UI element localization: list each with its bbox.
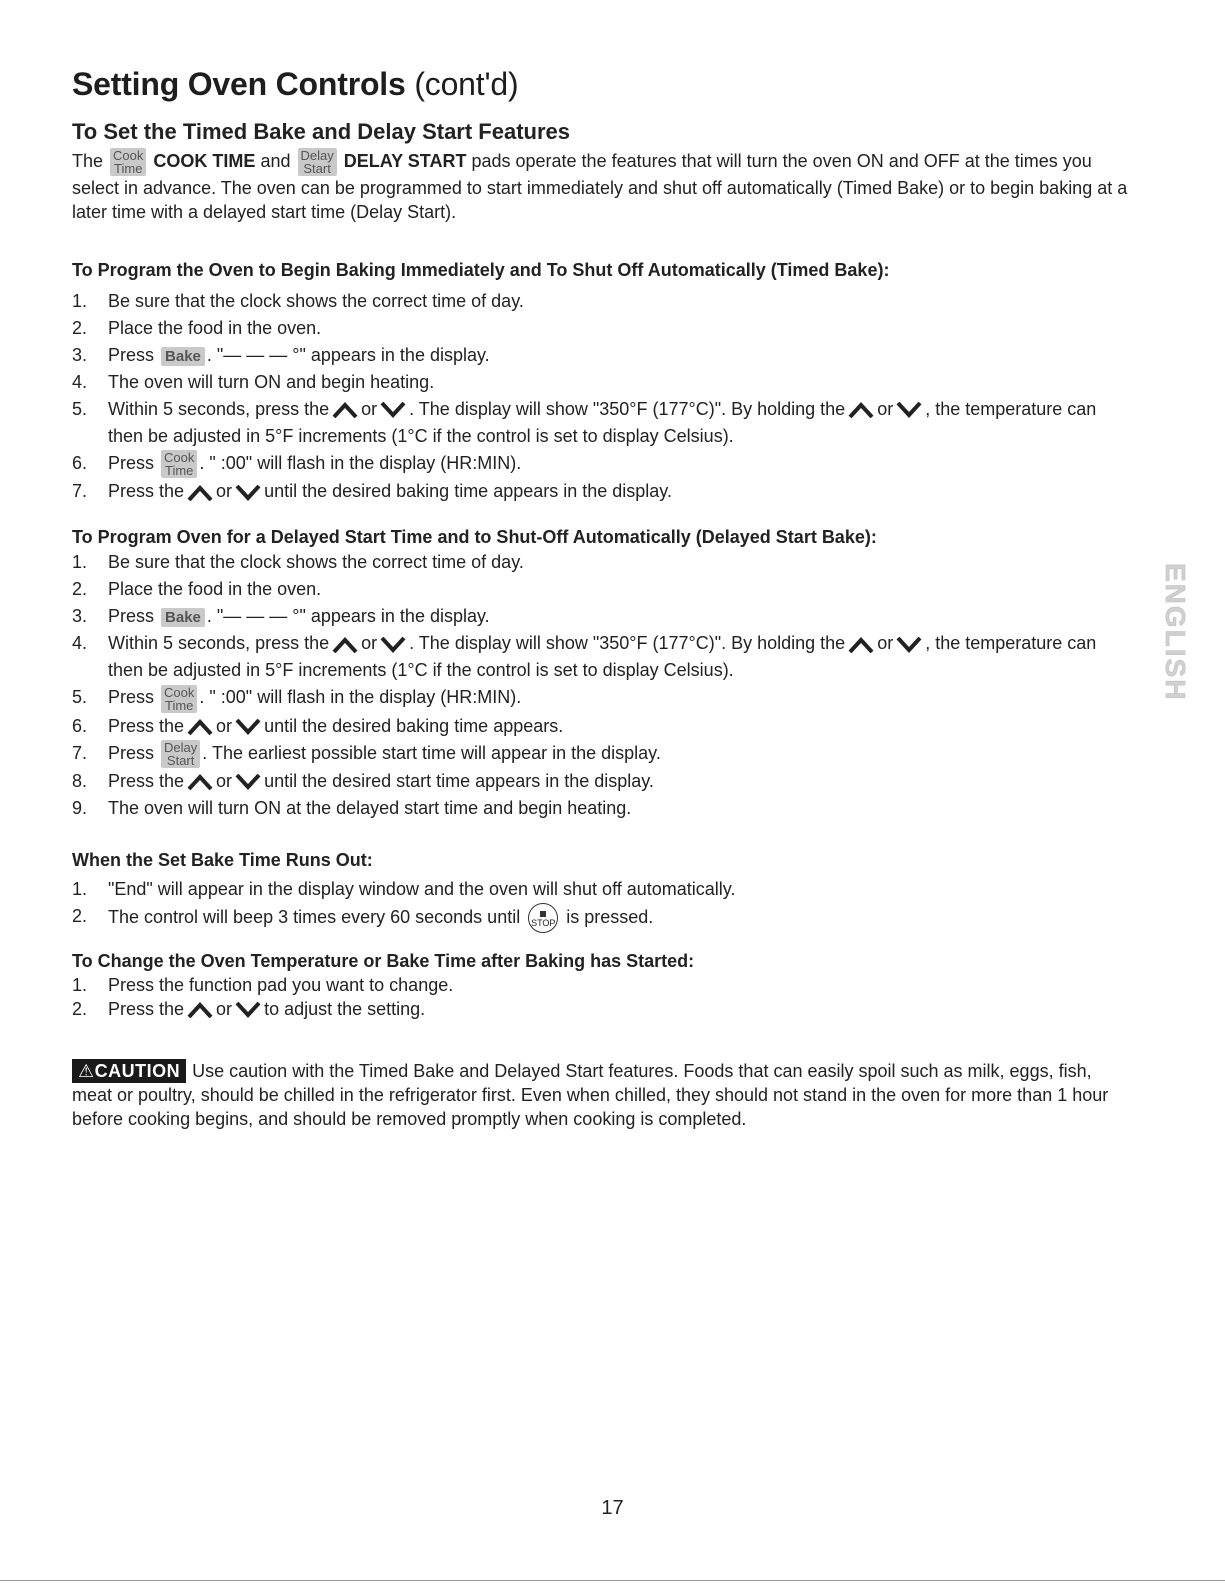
down-arrow-icon xyxy=(896,637,922,653)
list-item: 1. "End" will appear in the display window and the oven will shut off automatically. xyxy=(72,878,736,899)
list-item: 5. Within 5 seconds, press the or . The display will show "350°F (177°C)". By holding the or , the temperature can then be adjusted in 5°F increments (1°C if the control is set to display Celsius). xyxy=(72,399,1097,446)
up-arrow-icon xyxy=(187,1002,213,1018)
stop-icon: STOP xyxy=(528,903,558,933)
down-arrow-icon xyxy=(235,774,261,790)
cook-time-pad-icon: Cook Time xyxy=(161,685,197,713)
list-item: 2. The control will beep 3 times every 60 seconds until STOP is pressed. xyxy=(72,903,1132,933)
page-content xyxy=(72,64,1132,1131)
runs-out-heading: When the Set Bake Time Runs Out: xyxy=(72,849,373,870)
list-item: 6. Press Cook Time . " :00" will flash in the display (HR:MIN). xyxy=(72,450,522,479)
delay-start-pad-icon: Delay Start xyxy=(161,740,200,768)
up-arrow-icon xyxy=(332,402,358,418)
bake-pad-icon: Bake xyxy=(161,608,205,627)
list-item: 4. The oven will turn ON and begin heating. xyxy=(72,372,435,392)
list-item: 7. Press the or until the desired baking time appears in the display. xyxy=(72,481,672,502)
list-item: 5. Press Cook Time . " :00" will flash in the display (HR:MIN). xyxy=(72,684,522,713)
bottom-rule xyxy=(0,1580,1225,1581)
intro-paragraph: The Cook Time COOK TIME and Delay Start DELAY START pads operate the features that will turn the oven ON and OFF at the times you select in advance. The oven can be programmed to start immediately and shut off automatically (Timed Bake) or to begin baking at a later time with a delayed start time (Delay Start). xyxy=(72,148,1128,222)
list-item: 1. Be sure that the clock shows the correct time of day. xyxy=(72,291,524,311)
list-item: 2. Place the food in the oven. xyxy=(72,579,322,600)
down-arrow-icon xyxy=(380,402,406,418)
list-item: 6. Press the or until the desired baking time appears. xyxy=(72,715,564,736)
change-heading: To Change the Oven Temperature or Bake Time after Baking has Started: xyxy=(72,950,695,971)
list-item: 1. Press the function pad you want to change. xyxy=(72,974,454,995)
cook-time-pad-icon: Cook Time xyxy=(110,148,146,176)
change-steps xyxy=(72,973,1132,1021)
bake-pad-icon: Bake xyxy=(161,347,205,366)
delay-start-pad-icon: Delay Start xyxy=(298,148,337,176)
down-arrow-icon xyxy=(235,1002,261,1018)
warning-icon: ⚠ xyxy=(78,1060,95,1081)
up-arrow-icon xyxy=(187,485,213,501)
caution-label: ⚠CAUTION xyxy=(72,1059,186,1083)
list-item: 4. Within 5 seconds, press the or . The display will show "350°F (177°C)". By holding the or , the temperature can then be adjusted in 5°F increments (1°C if the control is set to display Celsius). xyxy=(72,633,1097,681)
list-item: 2. Place the food in the oven. xyxy=(72,318,322,338)
cook-time-pad-icon: Cook Time xyxy=(161,450,197,478)
timed-bake-steps xyxy=(72,288,1132,505)
down-arrow-icon xyxy=(235,719,261,735)
timed-bake-heading: To Program the Oven to Begin Baking Immediately and To Shut Off Automatically (Timed Bake): xyxy=(72,260,890,280)
page-title: Setting Oven Controls (cont'd) xyxy=(72,66,519,102)
down-arrow-icon xyxy=(896,402,922,418)
down-arrow-icon xyxy=(380,637,406,653)
down-arrow-icon xyxy=(235,485,261,501)
list-item: 1. Be sure that the clock shows the correct time of day. xyxy=(72,552,524,573)
list-item: 3. Press Bake . "— — — °" appears in the display. xyxy=(72,606,490,627)
list-item: 3. Press Bake . "— — — °" appears in the display. xyxy=(72,345,490,365)
up-arrow-icon xyxy=(848,637,874,653)
list-item: 2. Press the or to adjust the setting. xyxy=(72,998,426,1019)
up-arrow-icon xyxy=(187,719,213,735)
list-item: 8. Press the or until the desired start time appears in the display. xyxy=(72,770,654,791)
up-arrow-icon xyxy=(848,402,874,418)
up-arrow-icon xyxy=(332,637,358,653)
up-arrow-icon xyxy=(187,774,213,790)
delay-start-heading: To Program Oven for a Delayed Start Time and to Shut-Off Automatically (Delayed Start Bake): xyxy=(72,527,877,548)
page-number: 17 xyxy=(601,1497,624,1519)
language-side-tab: ENGLISH xyxy=(1160,562,1191,702)
list-item: 7. Press Delay Start . The earliest possible start time will appear in the display. xyxy=(72,739,661,768)
caution-paragraph: ⚠CAUTION Use caution with the Timed Bake and Delayed Start features. Foods that can easily spoil such as milk, eggs, fish, meat or poultry, should be chilled in the refrigerator first. Even when chilled, they should not stand in the oven for more than 1 hour before cooking begins, and should be removed promptly when cooking is completed. xyxy=(72,1060,1109,1129)
runs-out-steps xyxy=(72,876,1132,933)
list-item: 9. The oven will turn ON at the delayed start time and begin heating. xyxy=(72,797,632,818)
section-heading: To Set the Timed Bake and Delay Start Features xyxy=(72,119,571,144)
delay-start-steps xyxy=(72,549,1132,822)
